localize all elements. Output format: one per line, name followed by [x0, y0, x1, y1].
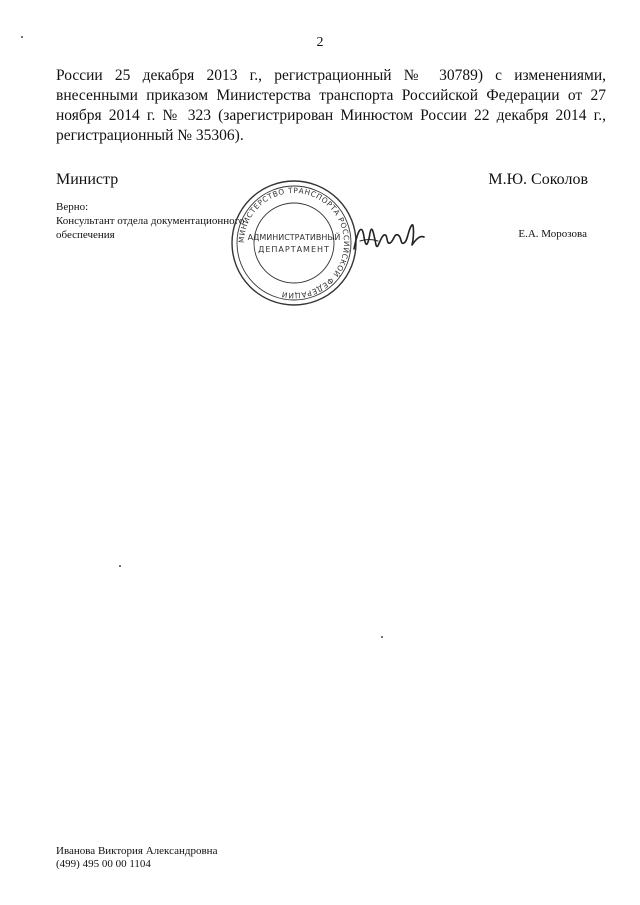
signatory-position: Министр: [56, 171, 119, 188]
scan-speck: [381, 636, 383, 638]
handwritten-signature: [350, 215, 430, 260]
stamp-center-line1: АДМИНИСТРАТИВНЫЙ: [247, 233, 341, 242]
certifier-position-line2: обеспечения: [56, 229, 115, 241]
certification-label: Верно:: [56, 201, 89, 213]
certifier-position: [56, 214, 256, 242]
executor-phone: (499) 495 00 00 1104: [56, 858, 151, 870]
certifier-name: Е.А. Морозова: [518, 228, 587, 240]
scan-speck: [119, 565, 121, 567]
stamp-center-line2: ДЕПАРТАМЕНТ: [258, 245, 330, 254]
official-stamp: [230, 179, 358, 307]
executor-name: Иванова Виктория Александровна: [56, 845, 218, 857]
scan-speck: [21, 36, 23, 38]
signatory-name: М.Ю. Соколов: [488, 171, 588, 188]
body-paragraph: России 25 декабря 2013 г., регистрационный № 30789) с изменениями, внесенными приказом Министерства транспорта Российской Федерации от 27 ноября 2014 г. № 323 (зарегистрирован Минюстом России 22 декабря 2014 г., регистрационный № 35306).: [56, 67, 606, 144]
page-number: 2: [316, 35, 324, 50]
stamp-outer-text: МИНИСТЕРСТВО ТРАНСПОРТА РОССИЙСКОЙ ФЕДЕРАЦИИ: [236, 185, 352, 301]
certifier-position-line1: Консультант отдела документационного: [56, 215, 245, 227]
